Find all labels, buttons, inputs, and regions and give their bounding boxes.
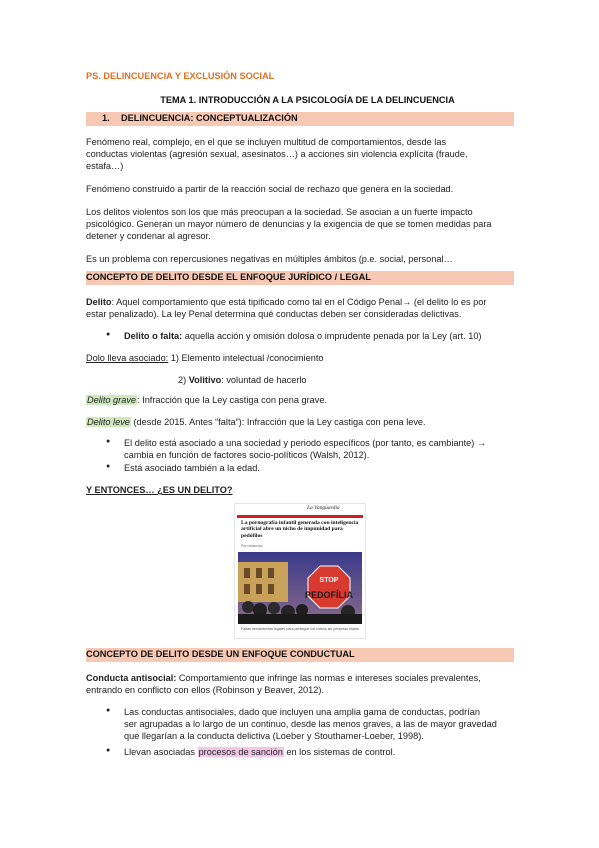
volitivo-label: Volitivo	[188, 375, 222, 385]
sancion-highlight: procesos de sanción	[198, 747, 283, 757]
conducta-antisocial-line2: entrando en conflicto con ellos (Robinson y Beaver, 2012).	[86, 685, 324, 695]
delito-text: : Aquel comportamiento que está tipificado como tal en el Código Penal→ (el delito lo es por	[111, 297, 487, 307]
dolo-item-2-number: 2)	[178, 375, 189, 385]
dolo-item-1: 1) Elemento intelectual /conocimiento	[168, 353, 324, 363]
legal-heading: CONCEPTO DE DELITO DESDE EL ENFOQUE JURÍDICO / LEGAL	[86, 272, 371, 282]
legal-bullet2: Está asociado también a la edad.	[124, 463, 260, 473]
conductual-heading-bar	[86, 648, 514, 662]
conductual-bullet1-line2: ser agrupadas a lo largo de un continuo, desde las menos graves, a las de mayor gravedad	[124, 719, 497, 729]
dolo-line2	[178, 374, 307, 387]
course-title: PS. DELINCUENCIA Y EXCLUSIÓN SOCIAL	[86, 71, 275, 81]
falta-text: aquella acción y omisión dolosa o imprudente penada por la Ley (art. 10)	[182, 331, 482, 341]
volitivo-text: : voluntad de hacerlo	[221, 375, 307, 385]
intro-p1-line1: Fenómeno real, complejo, en el que se incluyen multitud de comportamientos, desde las	[86, 137, 447, 147]
conductual-bullet1-line1: Las conductas antisociales, dado que incluyen una amplia gama de conductas, podrían	[124, 707, 480, 717]
delito-grave	[86, 394, 327, 407]
conductual-bullet2-pre: Llevan asociadas	[124, 747, 198, 757]
section-number: 1.	[102, 113, 110, 123]
intro-p2: Fenómeno construido a partir de la reacción social de rechazo que genera en la sociedad.	[86, 184, 454, 194]
conducta-antisocial-label: Conducta antisocial:	[86, 673, 177, 683]
conductual-bullet2-post: en los sistemas de control.	[283, 747, 396, 757]
legal-bullet1-line2: cambia en función de factores socio-políticos (Walsh, 2012).	[124, 450, 370, 460]
question-heading: Y ENTONCES… ¿ES UN DELITO?	[86, 485, 233, 495]
section-heading-bar	[86, 112, 514, 126]
delito-label: Delito	[86, 297, 112, 307]
protest-photo	[238, 552, 362, 624]
delito-definition-line2: estar penalizado). La ley Penal determina qué conductas deben ser consideradas delictivas.	[86, 309, 462, 319]
conductual-heading: CONCEPTO DE DELITO DESDE UN ENFOQUE CONDUCTUAL	[86, 649, 355, 659]
delito-leve	[86, 416, 426, 429]
legal-bullet1-line1: El delito está asociado a una sociedad y periodo específicos (por tanto, es cambiante) →	[124, 438, 487, 448]
intro-p3-line1: Los delitos violentos son los que más preocupan a la sociedad. Se asocian a un fuerte impacto	[86, 207, 473, 217]
intro-p3-line3: detener y condenar al agresor.	[86, 231, 211, 241]
bullet-icon: ●	[106, 331, 111, 338]
news-headline: La pornografía infantil generada con inteligencia artificial abre un nicho de impunidad para pedófilos	[241, 520, 359, 539]
conducta-antisocial-line1	[86, 672, 481, 685]
news-red-band	[237, 515, 363, 518]
intro-p4: Es un problema con repercusiones negativas en múltiples ámbitos (p.e. social, personal…	[86, 254, 453, 264]
newspaper-brand: La Vanguardia	[307, 505, 340, 511]
intro-p1-line3: estafa…)	[86, 161, 124, 171]
intro-p1-line2: conductas violentas (agresión sexual, asesinatos…) a acciones sin violencia explícita (fraude,	[86, 149, 468, 159]
delito-grave-label: Delito grave	[87, 395, 137, 405]
news-article-image	[234, 503, 366, 639]
intro-p3-line2: psicológico. Generan un mayor número de denuncias y la exigencia de que se tomen medidas para	[86, 219, 492, 229]
conductual-bullet2	[124, 746, 395, 759]
delito-definition-line1	[86, 296, 486, 309]
delito-leve-text: (desde 2015. Antes “falta”): Infracción que la Ley castiga con pena leve.	[130, 417, 426, 427]
bullet-icon: ●	[106, 707, 111, 714]
falta-definition	[124, 330, 482, 343]
legal-heading-bar	[86, 271, 514, 285]
news-author: Por redacción	[241, 544, 263, 548]
news-caption: Faltan herramientas legales para perseguir los vídeos sin personas reales	[241, 627, 359, 631]
stop-sign-text: STOP	[319, 577, 339, 584]
bullet-icon: ●	[106, 747, 111, 754]
conducta-antisocial-text: Comportamiento que infringe las normas e intereses sociales prevalentes,	[176, 673, 481, 683]
bullet-icon: ●	[106, 463, 111, 470]
dolo-line1	[86, 352, 323, 365]
delito-leve-label: Delito leve	[87, 417, 130, 427]
falta-label: Delito o falta:	[124, 331, 183, 341]
conductual-bullet1-line3: que llegarían a la conducta delictiva (Loeber y Stouthamer-Loeber, 1998).	[124, 731, 424, 741]
pedofilia-sign-text: PEDOFÍLIA	[304, 590, 354, 600]
delito-grave-text: : Infracción que la Ley castiga con pena grave.	[137, 395, 328, 405]
section-title: DELINCUENCIA: CONCEPTUALIZACIÓN	[121, 113, 298, 123]
tema-title: TEMA 1. INTRODUCCIÓN A LA PSICOLOGÍA DE LA DELINCUENCIA	[160, 95, 455, 105]
dolo-label: Dolo lleva asociado:	[86, 353, 169, 363]
bullet-icon: ●	[106, 438, 111, 445]
